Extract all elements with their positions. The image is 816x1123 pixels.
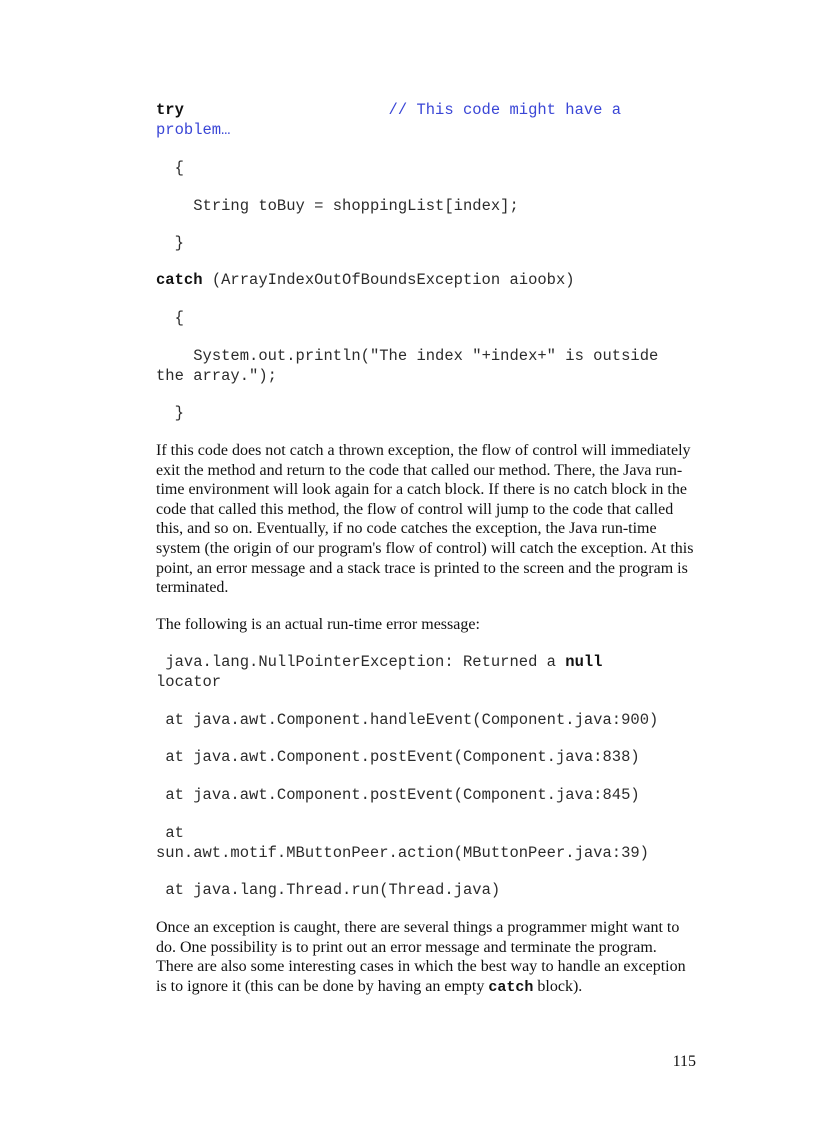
code-open-brace: { bbox=[156, 159, 184, 177]
body-paragraph: If this code does not catch a thrown exception, the flow of control will immediately exit the method and return to the code that called our method. There, the Java run-time environment will look again for a catch block. If there is no catch block in the code that called this method, the flow of control will jump to the code that called this, and so on. Eventually, if no code catches the exception, the Java run-time system (the origin of our program's flow of control) will catch the exception. At this point, an error message and a stack trace is printed to the screen and the program is terminated. bbox=[156, 442, 694, 597]
error-text: java.lang.NullPointerException: Returned a bbox=[156, 653, 566, 671]
inline-code-catch: catch bbox=[488, 978, 534, 996]
code-spacer bbox=[184, 101, 389, 119]
code-assign-line: String toBuy = shoppingList[index]; bbox=[156, 197, 519, 215]
page-number: 115 bbox=[672, 1053, 696, 1070]
paragraph-text: block). bbox=[533, 977, 583, 995]
stack-trace-line: at java.lang.Thread.run(Thread.java) bbox=[156, 881, 501, 899]
stack-trace-line: at java.awt.Component.postEvent(Component.java:845) bbox=[156, 786, 640, 804]
stack-trace-line: at java.awt.Component.handleEvent(Component.java:900) bbox=[156, 711, 659, 729]
code-keyword-try: try bbox=[156, 101, 184, 119]
code-comment: // This code might have a problem… bbox=[156, 101, 631, 139]
code-close-brace: } bbox=[156, 234, 184, 252]
error-text: locator bbox=[156, 653, 612, 691]
error-keyword-null: null bbox=[565, 653, 603, 671]
stack-trace-line: at sun.awt.motif.MButtonPeer.action(MButtonPeer.java:39) bbox=[156, 824, 649, 862]
code-try-line bbox=[156, 100, 676, 140]
code-println-line: System.out.println("The index "+index+" is outside the array."); bbox=[156, 347, 668, 385]
code-catch-line bbox=[156, 270, 676, 290]
code-close-brace: } bbox=[156, 404, 184, 422]
paragraph-text: Once an exception is caught, there are several things a programmer might want to do. One possibility is to print out an error message and terminate the program. There are also some interesting cases in which the best way to handle an exception is to ignore it (this can be done by having an empty bbox=[156, 919, 686, 995]
code-keyword-catch: catch bbox=[156, 271, 203, 289]
error-message-line bbox=[156, 652, 676, 692]
code-open-brace: { bbox=[156, 309, 184, 327]
code-catch-params: (ArrayIndexOutOfBoundsException aioobx) bbox=[202, 271, 575, 289]
stack-trace-line: at java.awt.Component.postEvent(Component.java:838) bbox=[156, 748, 640, 766]
body-paragraph: The following is an actual run-time error message: bbox=[156, 616, 480, 633]
body-paragraph bbox=[156, 918, 696, 997]
